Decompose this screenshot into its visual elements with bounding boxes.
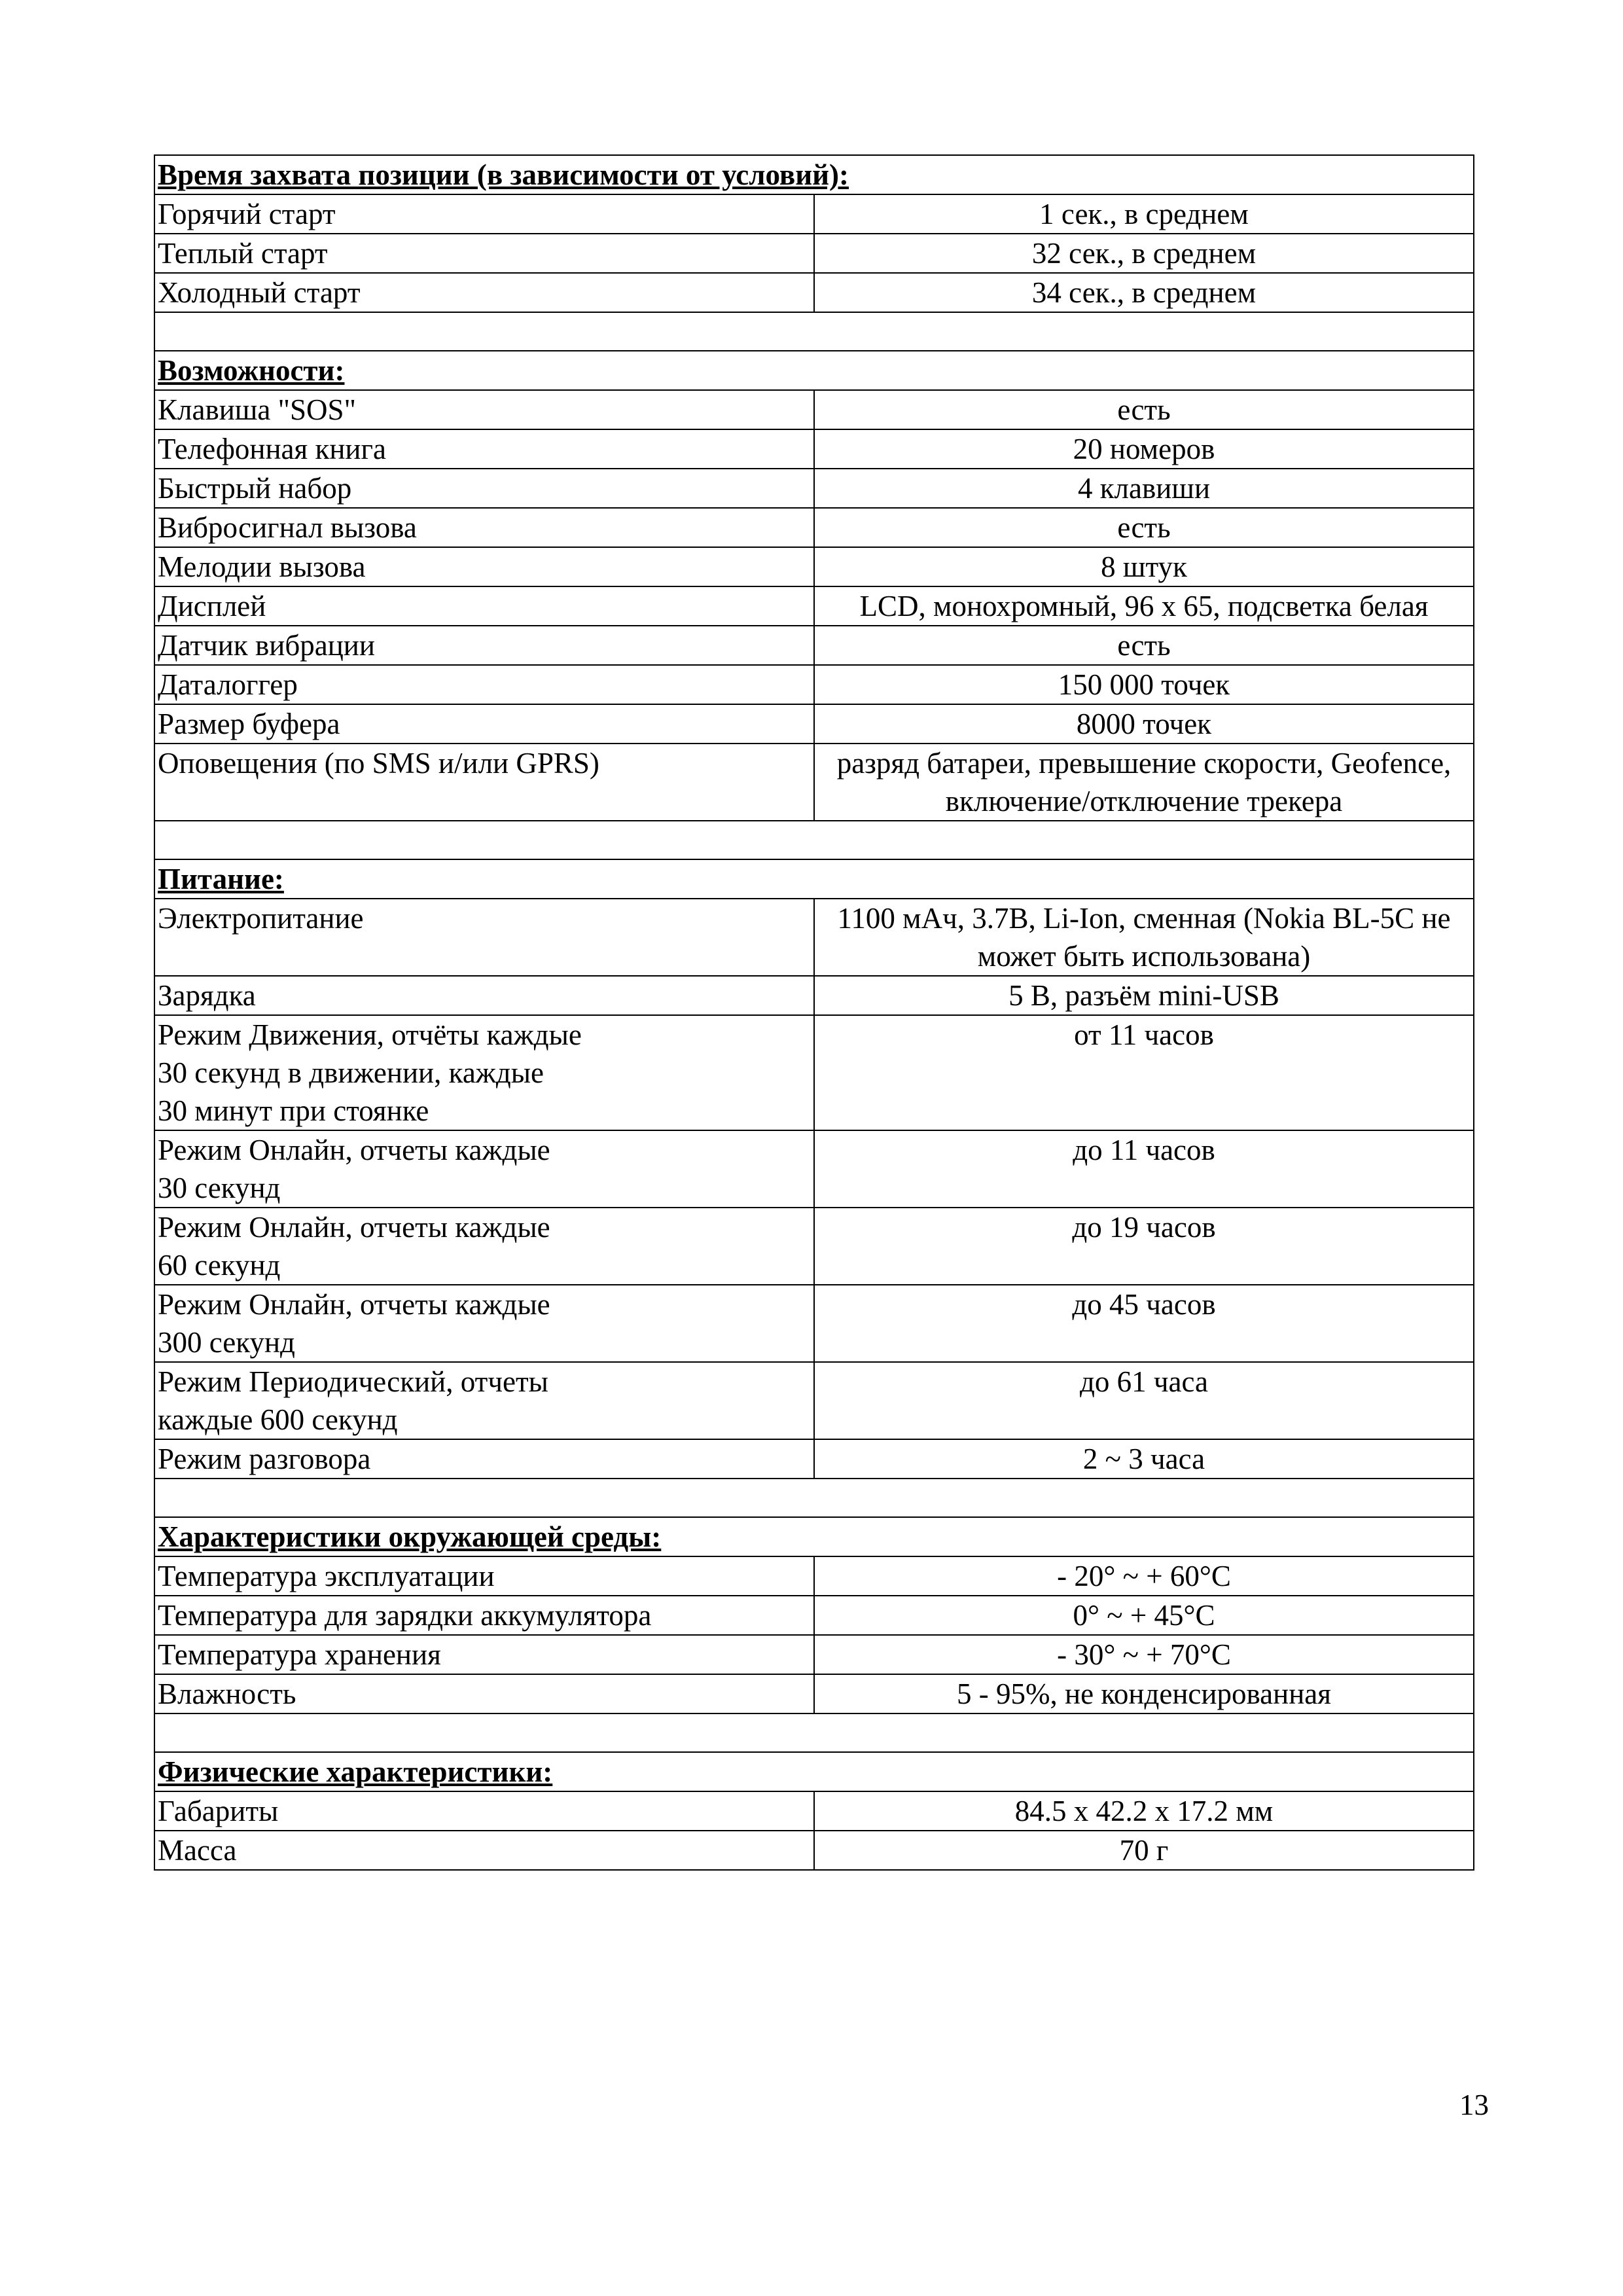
section-header-row	[154, 155, 1474, 194]
spec-value: до 11 часов	[814, 1130, 1474, 1208]
spec-label: Температура хранения	[154, 1635, 814, 1674]
spec-label: Электропитание	[154, 899, 814, 976]
spec-value: 5 - 95%, не конденсированная	[814, 1674, 1474, 1713]
section-title: Время захвата позиции (в зависимости от условий):	[154, 155, 1474, 194]
spec-value: 2 ~ 3 часа	[814, 1439, 1474, 1479]
spec-row	[154, 626, 1474, 665]
spec-row	[154, 586, 1474, 626]
section-header-row	[154, 351, 1474, 390]
spec-value: 34 сек., в среднем	[814, 273, 1474, 312]
spec-label: Режим Онлайн, отчеты каждые 300 секунд	[154, 1285, 814, 1362]
spec-label: Вибросигнал вызова	[154, 508, 814, 547]
spec-row	[154, 234, 1474, 273]
spacer-cell	[154, 821, 1474, 859]
spec-row	[154, 273, 1474, 312]
spec-label: Режим Периодический, отчеты каждые 600 секунд	[154, 1362, 814, 1439]
spec-row	[154, 1556, 1474, 1596]
spec-row	[154, 508, 1474, 547]
spec-value: 0° ~ + 45°C	[814, 1596, 1474, 1635]
spec-value: 8000 точек	[814, 704, 1474, 744]
spec-row	[154, 1674, 1474, 1713]
spec-row	[154, 429, 1474, 469]
spec-row	[154, 1130, 1474, 1208]
section-title: Характеристики окружающей среды:	[154, 1517, 1474, 1556]
spec-label: Теплый старт	[154, 234, 814, 273]
spec-row	[154, 704, 1474, 744]
spec-label: Дисплей	[154, 586, 814, 626]
spec-row	[154, 1285, 1474, 1362]
spec-label: Горячий старт	[154, 194, 814, 234]
spec-row	[154, 1791, 1474, 1831]
spec-value: есть	[814, 390, 1474, 429]
spec-row	[154, 1596, 1474, 1635]
spec-value: от 11 часов	[814, 1015, 1474, 1130]
spec-label: Габариты	[154, 1791, 814, 1831]
spacer-row	[154, 312, 1474, 351]
spec-row	[154, 194, 1474, 234]
spec-value: 20 номеров	[814, 429, 1474, 469]
spec-row	[154, 1439, 1474, 1479]
spec-value: 70 г	[814, 1831, 1474, 1870]
spec-row	[154, 547, 1474, 586]
spacer-row	[154, 1479, 1474, 1517]
spec-row	[154, 1635, 1474, 1674]
spec-label: Температура для зарядки аккумулятора	[154, 1596, 814, 1635]
spec-table-body	[154, 155, 1474, 1870]
spacer-cell	[154, 1713, 1474, 1752]
spec-value: 4 клавиши	[814, 469, 1474, 508]
spec-label: Клавиша "SOS"	[154, 390, 814, 429]
spec-row	[154, 1208, 1474, 1285]
spec-row	[154, 899, 1474, 976]
section-title: Питание:	[154, 859, 1474, 899]
spec-value: 32 сек., в среднем	[814, 234, 1474, 273]
spec-label: Холодный старт	[154, 273, 814, 312]
spec-label: Режим Движения, отчёты каждые 30 секунд в движении, каждые 30 минут при стоянке	[154, 1015, 814, 1130]
spacer-row	[154, 1713, 1474, 1752]
spacer-cell	[154, 1479, 1474, 1517]
spec-row	[154, 390, 1474, 429]
spec-value: - 30° ~ + 70°C	[814, 1635, 1474, 1674]
spec-label: Температура эксплуатации	[154, 1556, 814, 1596]
spacer-row	[154, 821, 1474, 859]
spec-label: Режим Онлайн, отчеты каждые 30 секунд	[154, 1130, 814, 1208]
spec-value: 8 штук	[814, 547, 1474, 586]
spec-row	[154, 1362, 1474, 1439]
spec-value: до 19 часов	[814, 1208, 1474, 1285]
spec-label: Режим Онлайн, отчеты каждые 60 секунд	[154, 1208, 814, 1285]
spec-table	[154, 154, 1474, 1871]
spec-value: - 20° ~ + 60°C	[814, 1556, 1474, 1596]
spec-row	[154, 665, 1474, 704]
spec-value: разряд батареи, превышение скорости, Geofence, включение/отключение трекера	[814, 744, 1474, 821]
section-title: Возможности:	[154, 351, 1474, 390]
section-header-row	[154, 1517, 1474, 1556]
spec-label: Режим разговора	[154, 1439, 814, 1479]
spec-row	[154, 1015, 1474, 1130]
section-header-row	[154, 1752, 1474, 1791]
spec-label: Быстрый набор	[154, 469, 814, 508]
section-header-row	[154, 859, 1474, 899]
spec-label: Размер буфера	[154, 704, 814, 744]
spec-row	[154, 1831, 1474, 1870]
spec-label: Зарядка	[154, 976, 814, 1015]
spec-label: Влажность	[154, 1674, 814, 1713]
spec-value: 5 В, разъём mini-USB	[814, 976, 1474, 1015]
spec-value: до 45 часов	[814, 1285, 1474, 1362]
section-title: Физические характеристики:	[154, 1752, 1474, 1791]
spec-label: Датчик вибрации	[154, 626, 814, 665]
spec-label: Масса	[154, 1831, 814, 1870]
spec-value: LCD, монохромный, 96 x 65, подсветка белая	[814, 586, 1474, 626]
spec-row	[154, 744, 1474, 821]
spec-row	[154, 469, 1474, 508]
spec-value: до 61 часа	[814, 1362, 1474, 1439]
spec-label: Мелодии вызова	[154, 547, 814, 586]
spec-value: 1 сек., в среднем	[814, 194, 1474, 234]
spec-value: есть	[814, 508, 1474, 547]
spec-label: Оповещения (по SMS и/или GPRS)	[154, 744, 814, 821]
spec-value: 1100 мАч, 3.7В, Li-Ion, сменная (Nokia BL-5C не может быть использована)	[814, 899, 1474, 976]
page-number: 13	[1459, 2089, 1489, 2121]
spec-value: есть	[814, 626, 1474, 665]
spec-row	[154, 976, 1474, 1015]
spec-label: Даталоггер	[154, 665, 814, 704]
spec-label: Телефонная книга	[154, 429, 814, 469]
spec-value: 84.5 x 42.2 x 17.2 мм	[814, 1791, 1474, 1831]
spacer-cell	[154, 312, 1474, 351]
spec-value: 150 000 точек	[814, 665, 1474, 704]
